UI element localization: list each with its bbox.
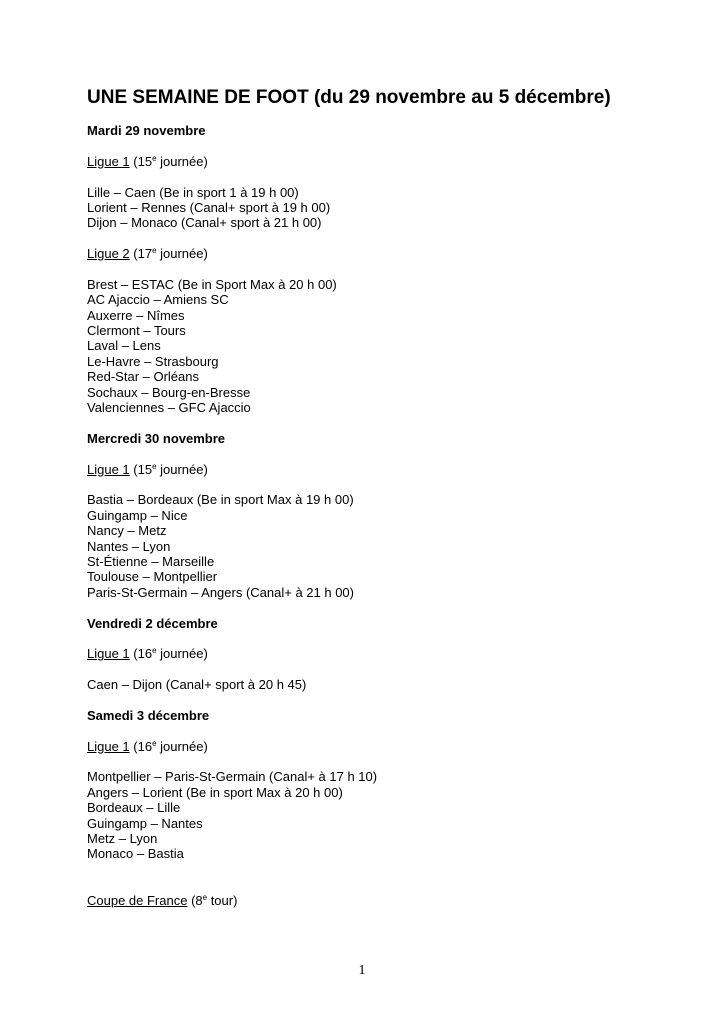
competition-name: Ligue 1 xyxy=(87,646,130,662)
match-line: Red-Star – Orléans xyxy=(87,369,199,385)
competition-name: Ligue 1 xyxy=(87,738,130,754)
ordinal-suffix: e xyxy=(152,153,157,163)
match-list xyxy=(87,492,377,600)
match-line: Lorient – Rennes (Canal+ sport à 19 h 00) xyxy=(87,199,331,215)
competition-name: Ligue 1 xyxy=(87,153,130,169)
match-line: Laval – Lens xyxy=(87,338,161,354)
competition-line xyxy=(87,739,377,754)
round-label: tour) xyxy=(207,892,238,908)
match-list xyxy=(87,769,377,861)
round-number: (17 xyxy=(129,246,153,262)
ordinal-suffix: e xyxy=(202,892,208,902)
competition-name: Ligue 1 xyxy=(87,461,130,477)
match-line: Clermont – Tours xyxy=(87,323,186,339)
competition-name: Coupe de France xyxy=(87,892,188,908)
match-line: Caen – Dijon (Canal+ sport à 20 h 45) xyxy=(87,677,307,693)
match-line: Sochaux – Bourg-en-Bresse xyxy=(87,384,251,400)
round-number: (15 xyxy=(129,153,153,169)
round-label: journée) xyxy=(156,153,208,169)
round-label: journée) xyxy=(156,738,208,754)
match-list xyxy=(87,677,377,692)
day-heading: Mercredi 30 novembre xyxy=(87,430,226,446)
day-heading: Samedi 3 décembre xyxy=(87,707,210,723)
match-line: Lille – Caen (Be in sport 1 à 19 h 00) xyxy=(87,184,299,200)
round-number: (8 xyxy=(187,892,203,908)
competition-line xyxy=(87,646,377,661)
match-line: Bastia – Bordeaux (Be in sport Max à 19 h 00) xyxy=(87,492,354,508)
match-line: Montpellier – Paris-St-Germain (Canal+ à 17 h 10) xyxy=(87,769,378,785)
competition-line xyxy=(87,154,377,169)
blank-line xyxy=(87,877,377,892)
competition-line xyxy=(87,893,377,908)
match-line: Paris-St-Germain – Angers (Canal+ à 21 h 00) xyxy=(87,584,354,600)
ordinal-suffix: e xyxy=(152,461,157,471)
day-heading: Mardi 29 novembre xyxy=(87,123,206,138)
match-line: AC Ajaccio – Amiens SC xyxy=(87,292,229,308)
round-number: (16 xyxy=(129,738,153,754)
match-line: Guingamp – Nice xyxy=(87,507,188,523)
ordinal-suffix: e xyxy=(152,646,157,656)
day-heading: Vendredi 2 décembre xyxy=(87,615,218,631)
match-line: Bordeaux – Lille xyxy=(87,800,181,816)
ordinal-suffix: e xyxy=(152,738,157,748)
match-list xyxy=(87,277,377,416)
match-line: Nantes – Lyon xyxy=(87,538,171,554)
page-number: 1 xyxy=(358,963,366,978)
match-list xyxy=(87,185,377,231)
match-line: Dijon – Monaco (Canal+ sport à 21 h 00) xyxy=(87,215,322,231)
ordinal-suffix: e xyxy=(152,246,157,256)
round-number: (15 xyxy=(129,461,153,477)
match-line: Valenciennes – GFC Ajaccio xyxy=(87,400,251,416)
match-line: Angers – Lorient (Be in sport Max à 20 h 00) xyxy=(87,784,343,800)
document-title: UNE SEMAINE DE FOOT (du 29 novembre au 5 décembre) xyxy=(87,87,611,108)
match-line: Nancy – Metz xyxy=(87,523,167,539)
match-line: Monaco – Bastia xyxy=(87,846,184,862)
match-line: Le-Havre – Strasbourg xyxy=(87,353,219,369)
schedule-content xyxy=(87,123,377,923)
competition-line xyxy=(87,246,377,261)
round-number: (16 xyxy=(129,646,153,662)
match-line: Brest – ESTAC (Be in Sport Max à 20 h 00) xyxy=(87,276,337,292)
match-line: Auxerre – Nîmes xyxy=(87,307,185,323)
competition-name: Ligue 2 xyxy=(87,246,130,262)
match-line: Toulouse – Montpellier xyxy=(87,569,218,585)
match-line: St-Étienne – Marseille xyxy=(87,553,215,569)
match-line: Metz – Lyon xyxy=(87,830,158,846)
round-label: journée) xyxy=(156,461,208,477)
round-label: journée) xyxy=(156,246,208,262)
match-line: Guingamp – Nantes xyxy=(87,815,203,831)
round-label: journée) xyxy=(156,646,208,662)
competition-line xyxy=(87,462,377,477)
